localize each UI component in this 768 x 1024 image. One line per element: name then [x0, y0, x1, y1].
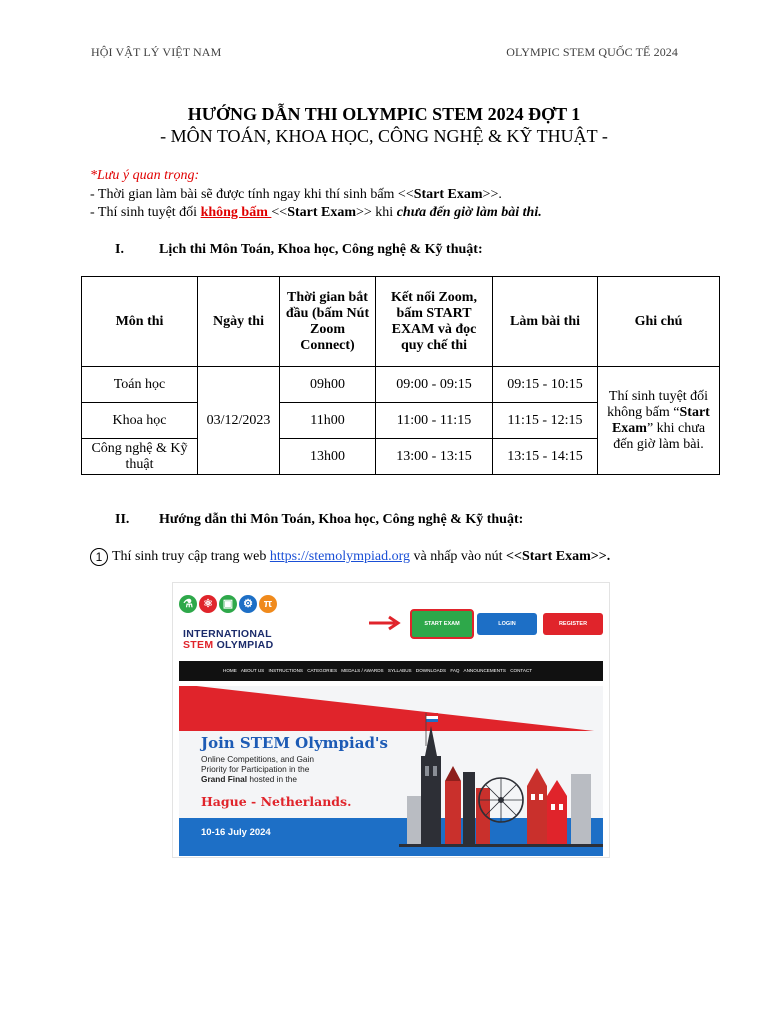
- nav-item[interactable]: CONTACT: [510, 668, 533, 673]
- page-title: HƯỚNG DẪN THI OLYMPIC STEM 2024 ĐỢT 1: [187, 104, 581, 124]
- logo-text-olympiad: OLYMPIAD: [213, 639, 274, 651]
- flask-icon: ⚗: [179, 595, 197, 613]
- note-line-1-text: - Thời gian làm bài sẽ được tính ngay khi thí sinh bấm <<: [90, 187, 414, 202]
- website-screenshot: [172, 582, 610, 858]
- note-text-bold: Start Exam: [611, 404, 710, 436]
- step-1-text: Thí sinh truy cập trang web: [112, 549, 270, 565]
- cell-zoom: 13:00 - 13:15: [376, 439, 493, 475]
- note-heading: *Lưu ý quan trọng:: [90, 168, 200, 183]
- note-text-post: ” khi chưa đến giờ làm bài.: [613, 420, 706, 452]
- banner-subtitle: [201, 754, 371, 784]
- note-line-2-bold: Start Exam: [287, 205, 357, 220]
- banner-title: Join STEM Olympiad's: [201, 734, 388, 752]
- step-1-number-icon: 1: [90, 548, 108, 566]
- table-row: [82, 367, 720, 403]
- cell-work: 13:15 - 14:15: [493, 439, 598, 475]
- section-1-title: Lịch thi Môn Toán, Khoa học, Công nghệ & Kỹ thuật:: [159, 242, 483, 257]
- section-2-title: Hướng dẫn thi Môn Toán, Khoa học, Công nghệ & Kỹ thuật:: [159, 512, 524, 527]
- step-1-text-post: và nhấp vào nút: [410, 549, 507, 565]
- pi-icon: π: [259, 595, 277, 613]
- cell-note: [598, 367, 720, 475]
- schedule-table: [81, 276, 720, 475]
- atom-icon: ⚛: [199, 595, 217, 613]
- nav-item[interactable]: HOME: [223, 668, 237, 673]
- nav-item[interactable]: MEDALS / AWARDS: [341, 668, 384, 673]
- note-line-2-mid: <<: [271, 205, 288, 220]
- logo-text-stem-olympiad: [183, 639, 273, 651]
- start-exam-button[interactable]: START EXAM: [410, 609, 474, 639]
- cell-subject: Khoa học: [82, 403, 198, 439]
- site-navbar: [179, 661, 603, 681]
- banner-dates: 10-16 July 2024: [201, 827, 271, 838]
- note-line-1-bold: Start Exam: [413, 187, 483, 202]
- chip-icon: ▣: [219, 595, 237, 613]
- col-header-work: Làm bài thi: [493, 277, 598, 367]
- nav-item[interactable]: INSTRUCTIONS: [268, 668, 303, 673]
- cell-start: 11h00: [280, 403, 376, 439]
- arrow-right-icon: [367, 615, 403, 631]
- cell-start: 13h00: [280, 439, 376, 475]
- banner-sub-line-2: Priority for Participation in the: [201, 764, 310, 774]
- col-header-zoom: Kết nối Zoom, bấm START EXAM và đọc quy chế thi: [376, 277, 493, 367]
- col-header-start: Thời gian bắt đầu (bấm Nút Zoom Connect): [280, 277, 376, 367]
- nav-item[interactable]: DOWNLOADS: [415, 668, 447, 673]
- logo-icons: [179, 595, 277, 613]
- cell-start: 09h00: [280, 367, 376, 403]
- banner-sub-bold: Grand Final: [201, 774, 248, 784]
- banner-sub-line-3: hosted in the: [247, 774, 297, 784]
- col-header-date: Ngày thi: [198, 277, 280, 367]
- table-header-row: [82, 277, 720, 367]
- banner-sub-line-1: Online Competitions, and Gain: [201, 754, 314, 764]
- note-line-2: [90, 205, 542, 221]
- nav-item[interactable]: SYLLABUS: [387, 668, 412, 673]
- step-1-bold: <<Start Exam>>.: [506, 549, 611, 565]
- cell-zoom: 09:00 - 09:15: [376, 367, 493, 403]
- note-text-pre: Thí sinh tuyệt đối không bấm “: [607, 388, 709, 420]
- note-line-2-italic: chưa đến giờ làm bài thi.: [396, 205, 542, 220]
- hero-banner: [179, 686, 603, 856]
- login-button[interactable]: LOGIN: [477, 613, 537, 635]
- col-header-subject: Môn thi: [82, 277, 198, 367]
- nav-item[interactable]: FAQ: [450, 668, 460, 673]
- section-2-number: II.: [115, 512, 130, 527]
- register-button[interactable]: REGISTER: [543, 613, 603, 635]
- note-line-2-red: không bấm: [200, 205, 272, 220]
- gear-icon: ⚙: [239, 595, 257, 613]
- note-line-1: [90, 187, 502, 203]
- header-left: HỘI VẬT LÝ VIỆT NAM: [91, 45, 222, 59]
- logo-text-stem: STEM: [183, 639, 214, 651]
- banner-location: Hague - Netherlands.: [201, 794, 352, 809]
- nav-item[interactable]: CATEGORIES: [307, 668, 338, 673]
- header-right: OLYMPIC STEM QUỐC TẾ 2024: [506, 45, 678, 59]
- section-1-number: I.: [115, 242, 124, 257]
- note-line-1-end: >>.: [482, 187, 502, 202]
- cell-subject: Toán học: [82, 367, 198, 403]
- step-1: [90, 548, 610, 566]
- cell-work: 09:15 - 10:15: [493, 367, 598, 403]
- stemolympiad-link[interactable]: https://stemolympiad.org: [269, 549, 410, 565]
- page-subtitle: - MÔN TOÁN, KHOA HỌC, CÔNG NGHỆ & KỸ THUẬT -: [160, 126, 608, 146]
- cell-date: 03/12/2023: [198, 367, 280, 475]
- nav-item[interactable]: ANNOUNCEMENTS: [463, 668, 506, 673]
- col-header-note: Ghi chú: [598, 277, 720, 367]
- logo-text-international: INTERNATIONAL: [183, 628, 272, 640]
- cell-subject: Công nghệ & Kỹ thuật: [82, 439, 198, 475]
- cell-zoom: 11:00 - 11:15: [376, 403, 493, 439]
- note-line-2-text: - Thí sinh tuyệt đối: [90, 205, 201, 220]
- nav-item[interactable]: ABOUT US: [240, 668, 265, 673]
- note-line-2-mid2: >> khi: [356, 205, 397, 220]
- cell-work: 11:15 - 12:15: [493, 403, 598, 439]
